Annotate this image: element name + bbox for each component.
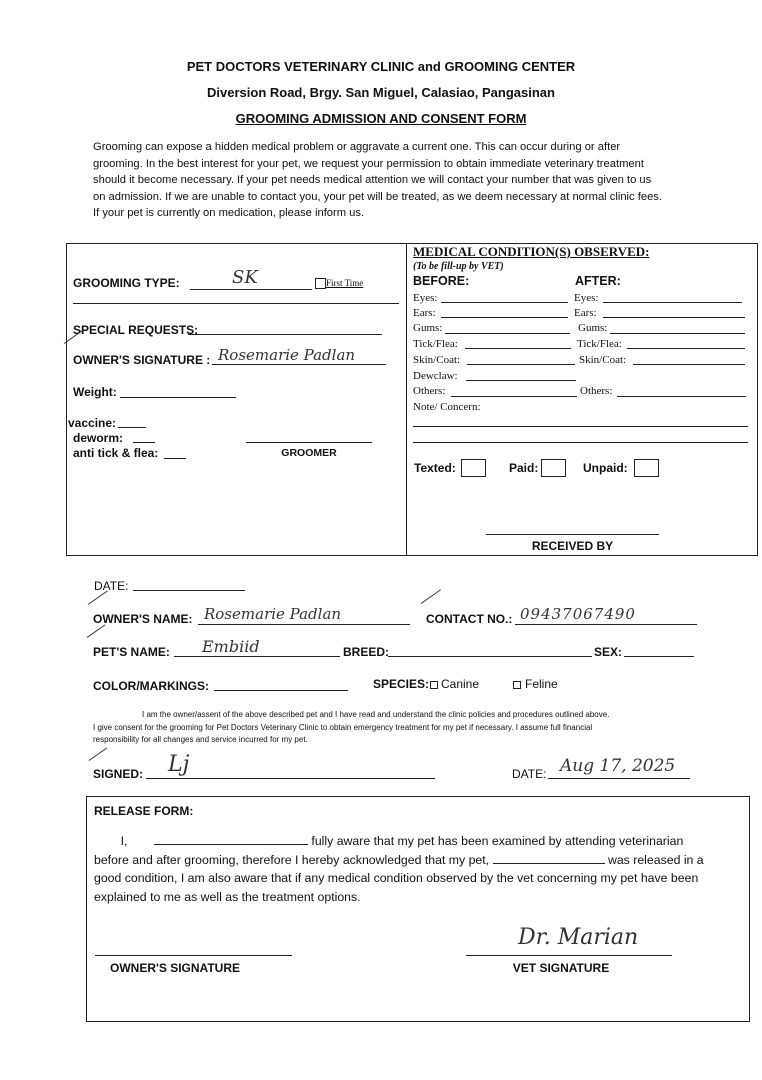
unpaid-checkbox[interactable] (634, 459, 659, 477)
date-field[interactable] (133, 590, 245, 591)
date2-value: Aug 17, 2025 (560, 756, 676, 776)
owner-name-label: OWNER'S NAME: (93, 612, 193, 626)
first-time-label: First Time (326, 278, 364, 288)
color-markings-field[interactable] (214, 690, 348, 691)
before-label: BEFORE: (413, 274, 470, 288)
after-gums-label: Gums: (578, 322, 608, 334)
canine-label: Canine (441, 677, 480, 691)
owner-signature-label: OWNER'S SIGNATURE : (73, 353, 211, 367)
consent-line: I am the owner/assent of the above described pet and I have read and understand the clinic policies and procedures outlined above. (142, 710, 610, 719)
anti-tick-field[interactable] (164, 458, 186, 459)
grooming-type-value: SK (232, 267, 258, 288)
groomer-label: GROOMER (281, 447, 337, 459)
weight-field[interactable] (120, 397, 236, 398)
weight-label: Weight: (73, 385, 117, 399)
release-pet-field[interactable] (493, 851, 605, 864)
signed-label: SIGNED: (93, 767, 144, 781)
color-markings-label: COLOR/MARKINGS: (93, 679, 209, 693)
check-mark-icon (421, 589, 441, 604)
release-title: RELEASE FORM: (94, 804, 194, 818)
after-others-label: Others: (580, 385, 613, 397)
after-tick-field[interactable] (627, 348, 745, 349)
grooming-type-label: GROOMING TYPE: (73, 276, 180, 290)
received-by-field[interactable] (486, 534, 659, 535)
owner-signature-field[interactable] (212, 364, 386, 365)
owner-name-field[interactable] (198, 624, 410, 625)
after-label: AFTER: (575, 274, 621, 288)
paid-checkbox[interactable] (541, 459, 566, 477)
date-label: DATE: (94, 579, 129, 593)
release-text-3: was released in a (607, 852, 704, 867)
after-skin-label: Skin/Coat: (579, 354, 627, 366)
special-requests-label: SPECIAL REQUESTS: (73, 323, 199, 337)
grooming-type-field[interactable] (190, 289, 312, 290)
sex-label: SEX: (594, 645, 623, 659)
note-line-2[interactable] (413, 442, 748, 443)
paid-label: Paid: (509, 461, 539, 475)
owner-name-value: Rosemarie Padlan (204, 605, 342, 623)
release-i: I, (120, 834, 128, 848)
canine-checkbox[interactable] (430, 681, 438, 689)
intro-paragraph (93, 139, 699, 222)
after-eyes-label: Eyes: (574, 292, 599, 304)
intro-line: grooming. In the best interest for your pet, we request your permission to obtain immediate veterinary treatment (93, 157, 644, 170)
intro-line: Grooming can expose a hidden medical problem or aggravate a current one. This can occur during or after (93, 141, 621, 153)
feline-checkbox[interactable] (513, 681, 521, 689)
medical-subtitle: (To be fill-up by VET) (413, 261, 504, 272)
release-paragraph (94, 832, 744, 906)
clinic-address: Diversion Road, Brgy. San Miguel, Calasiao, Pangasinan (207, 85, 555, 100)
owner-signature-value: Rosemarie Padlan (218, 346, 356, 364)
grooming-type-extra-line (73, 303, 399, 304)
texted-checkbox[interactable] (461, 459, 486, 477)
first-time-checkbox[interactable] (315, 278, 326, 289)
release-text-1: fully aware that my pet has been examined by attending veterinarian (311, 834, 684, 848)
anti-tick-label: anti tick & flea: (73, 446, 159, 460)
before-others-field[interactable] (451, 396, 577, 397)
unpaid-label: Unpaid: (583, 461, 628, 475)
vet-signature-field[interactable] (466, 955, 672, 956)
note-line-1[interactable] (413, 426, 748, 427)
before-ears-field[interactable] (441, 317, 568, 318)
clinic-name: PET DOCTORS VETERINARY CLINIC and GROOMING CENTER (186, 59, 576, 74)
after-ears-label: Ears: (574, 307, 597, 319)
feline-label: Feline (525, 677, 558, 691)
section-divider (406, 243, 407, 556)
release-form-section (86, 796, 750, 1022)
breed-field[interactable] (388, 656, 592, 657)
signed-value: Lj (168, 752, 190, 777)
received-by-label: RECEIVED BY (531, 539, 614, 553)
contact-field[interactable] (515, 624, 697, 625)
pet-name-field[interactable] (174, 656, 340, 657)
before-skin-label: Skin/Coat: (413, 354, 461, 366)
before-skin-field[interactable] (467, 364, 575, 365)
species-label: SPECIES: (373, 677, 430, 691)
medical-title: MEDICAL CONDITION(S) OBSERVED: (413, 244, 650, 259)
release-name-field[interactable] (154, 832, 308, 845)
check-mark-icon (87, 624, 106, 637)
before-dewclaw-field[interactable] (466, 380, 576, 381)
before-dewclaw-label: Dewclaw: (413, 370, 458, 382)
after-gums-field[interactable] (610, 333, 745, 334)
before-gums-field[interactable] (445, 333, 570, 334)
consent-line: responsibility for all changes and service incurred for my pet. (93, 735, 308, 744)
pet-name-label: PET'S NAME: (93, 645, 170, 659)
after-others-field[interactable] (617, 396, 746, 397)
sex-field[interactable] (624, 656, 694, 657)
before-ears-label: Ears: (413, 307, 436, 319)
after-tick-label: Tick/Flea: (577, 338, 622, 350)
release-text-5: explained to me as well as the treatment options. (94, 889, 361, 904)
note-concern-label: Note/ Concern: (413, 401, 481, 413)
before-eyes-label: Eyes: (413, 292, 438, 304)
release-text-2: before and after grooming, therefore I hereby acknowledged that my pet, (94, 852, 490, 867)
before-gums-label: Gums: (413, 322, 443, 334)
intro-line: on admission. If we are unable to contact you, your pet will be treated, as we deem necessary at normal clinic fees. (93, 190, 662, 203)
deworm-field[interactable] (133, 442, 155, 443)
after-skin-field[interactable] (633, 364, 745, 365)
consent-text (93, 709, 703, 747)
vaccine-field[interactable] (118, 427, 146, 428)
contact-label: CONTACT NO.: (426, 612, 513, 626)
intro-line: If your pet is currently on medication, please inform us. (93, 207, 365, 220)
special-requests-field[interactable] (188, 334, 382, 335)
owner-signature-release-field[interactable] (95, 955, 292, 956)
after-eyes-field[interactable] (603, 302, 742, 303)
check-mark-icon (89, 747, 108, 760)
texted-label: Texted: (414, 461, 456, 475)
form-title: GROOMING ADMISSION AND CONSENT FORM (235, 111, 527, 126)
pet-name-value: Embiid (202, 637, 260, 656)
before-tick-label: Tick/Flea: (413, 338, 458, 350)
vaccine-label: vaccine: (68, 416, 117, 430)
before-tick-field[interactable] (465, 348, 571, 349)
before-eyes-field[interactable] (441, 302, 568, 303)
date2-label: DATE: (512, 767, 547, 781)
contact-value: 09437067490 (520, 605, 636, 623)
deworm-label: deworm: (73, 431, 124, 445)
owner-signature-release-label: OWNER'S SIGNATURE (110, 961, 240, 975)
release-text-4: good condition, I am also aware that if any medical condition observed by the vet concerning my pet have been (94, 871, 699, 885)
intro-line: should it become necessary. If your pet needs medical attention we will contact your number that was given to us (93, 174, 652, 187)
vet-signature-value: Dr. Marian (518, 925, 639, 950)
breed-label: BREED: (343, 645, 390, 659)
after-ears-field[interactable] (603, 317, 745, 318)
consent-line: I give consent for the grooming for Pet Doctors Veterinary Clinic to obtain emergency treatment for my pet if necessary. I assume full financial (93, 722, 593, 732)
before-others-label: Others: (413, 385, 446, 397)
signed-field[interactable] (146, 778, 435, 779)
groomer-signature-field[interactable] (246, 442, 372, 443)
vet-signature-label: VET SIGNATURE (512, 961, 610, 975)
date2-field[interactable] (548, 778, 690, 779)
